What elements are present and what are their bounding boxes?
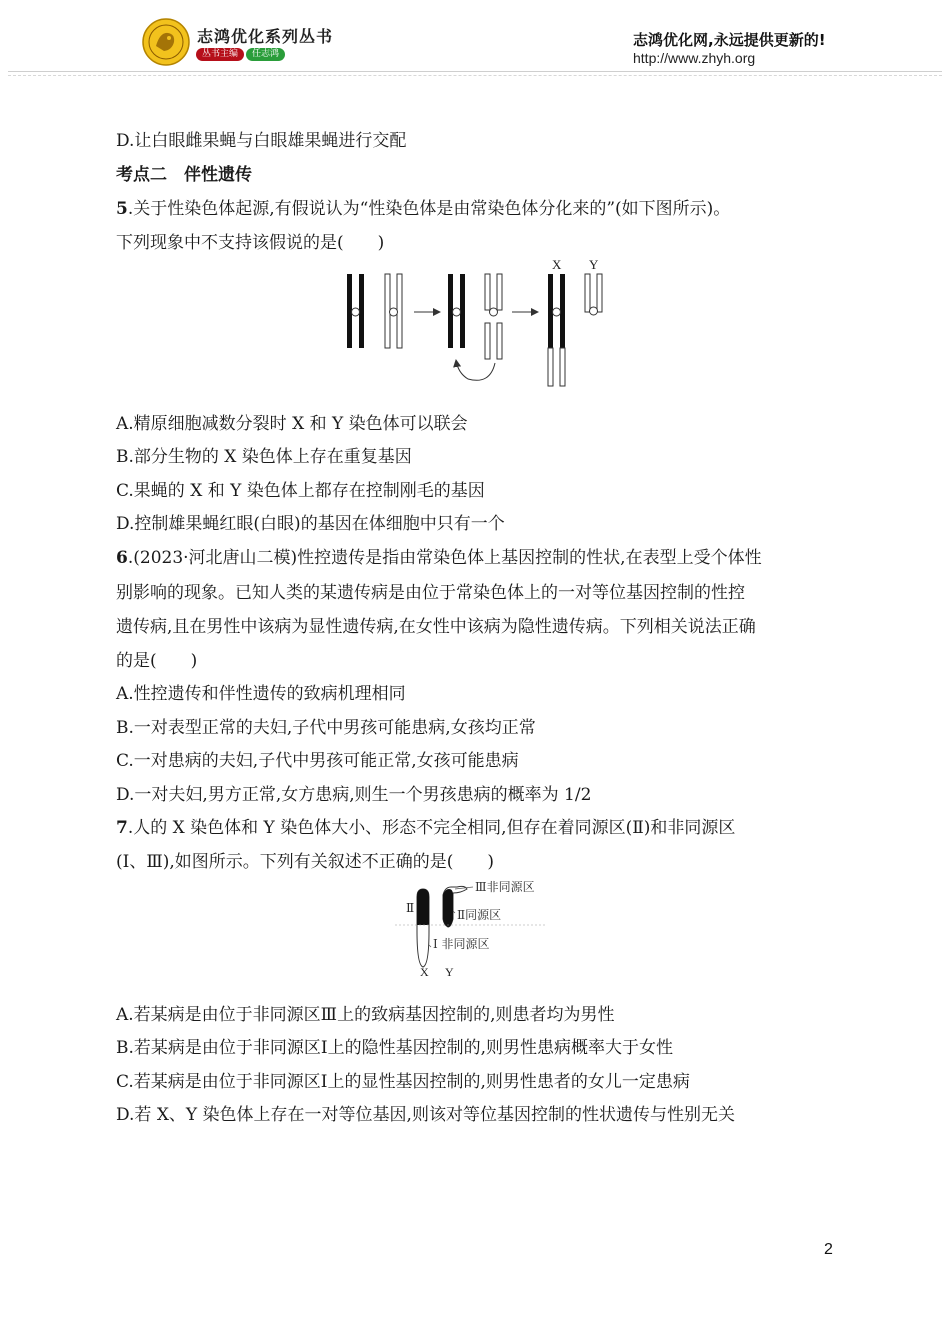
fig2-x-label: X xyxy=(420,965,429,979)
question-5-stem: .关于性染色体起源,有假说认为“性染色体是由常染色体分化来的”(如下图所示)。 xyxy=(127,199,731,219)
question-7 xyxy=(116,817,735,839)
question-6-stem-3: 遗传病,且在男性中该病为显性遗传病,在女性中该病为隐性遗传病。下列相关说法正确 xyxy=(116,617,756,637)
header-divider-dashed xyxy=(8,75,942,76)
website-link[interactable]: http://www.zhyh.org xyxy=(633,50,756,66)
chromosome-origin-figure xyxy=(340,255,615,390)
q7-option-b: B.若某病是由位于非同源区Ⅰ上的隐性基因控制的,则男性患病概率大于女性 xyxy=(116,1038,674,1058)
curved-arrow xyxy=(456,360,495,380)
chromosome-pair-white-broken xyxy=(485,274,502,359)
slogan: 志鸿优化网,永远提供更新的! xyxy=(633,31,826,49)
x-chromosome xyxy=(548,274,565,386)
fig1-y-label: Y xyxy=(589,257,599,272)
logo xyxy=(142,18,190,66)
q6-option-c: C.一对患病的夫妇,子代中男孩可能正常,女孩可能患病 xyxy=(116,751,519,771)
q6-option-d: D.一对夫妇,男方正常,女方患病,则生一个男孩患病的概率为 1/2 xyxy=(116,785,592,805)
chromosome-pair-white-1 xyxy=(385,274,402,348)
question-7-stem-1: .人的 X 染色体和 Y 染色体大小、形态不完全相同,但存在着同源区(Ⅱ)和非同源区 xyxy=(127,818,736,838)
question-6-number: 6 xyxy=(116,548,128,568)
q5-option-a: A.精原细胞减数分裂时 X 和 Y 染色体可以联会 xyxy=(116,414,468,434)
question-5-stem-2: 下列现象中不支持该假说的是( ) xyxy=(116,233,385,253)
editor-name-badge: 任志鸿 xyxy=(246,48,285,61)
label-iii-region: Ⅲ非同源区 xyxy=(475,880,535,894)
x-homologous-region xyxy=(417,889,429,925)
y-homologous-region xyxy=(443,889,453,927)
chromosome-pair-black-2 xyxy=(448,274,465,348)
header-divider xyxy=(8,71,942,72)
question-7-number: 7 xyxy=(116,818,128,838)
q7-option-c: C.若某病是由位于非同源区Ⅰ上的显性基因控制的,则男性患者的女儿一定患病 xyxy=(116,1072,690,1092)
chromosome-pair-black-1 xyxy=(347,274,364,348)
q7-option-a: A.若某病是由位于非同源区Ⅲ上的致病基因控制的,则患者均为男性 xyxy=(116,1005,615,1025)
page-number: 2 xyxy=(824,1241,833,1258)
question-5 xyxy=(116,198,730,220)
question-5-number: 5 xyxy=(116,199,128,219)
label-ii: Ⅱ xyxy=(406,901,415,915)
q5-option-d: D.控制雄果蝇红眼(白眼)的基因在体细胞中只有一个 xyxy=(116,514,505,534)
xy-homology-figure xyxy=(395,875,560,985)
q7-option-d: D.若 X、Y 染色体上存在一对等位基因,则该对等位基因控制的性状遗传与性别无关 xyxy=(116,1105,735,1125)
section-heading: 考点二 伴性遗传 xyxy=(116,165,252,185)
q5-option-b: B.部分生物的 X 染色体上存在重复基因 xyxy=(116,447,412,467)
q5-option-c: C.果蝇的 X 和 Y 染色体上都存在控制刚毛的基因 xyxy=(116,481,485,501)
editor-badge: 丛书主编 xyxy=(196,48,244,61)
label-ii-region: Ⅱ同源区 xyxy=(457,908,502,922)
question-6-stem-2: 别影响的现象。已知人类的某遗传病是由位于常染色体上的一对等位基因控制的性控 xyxy=(116,583,745,603)
fig2-y-label: Y xyxy=(445,965,454,979)
y-chromosome xyxy=(585,274,602,315)
question-7-stem-2: (Ⅰ、Ⅲ),如图所示。下列有关叙述不正确的是( ) xyxy=(116,852,495,872)
question-6-stem-1: .(2023·河北唐山二模)性控遗传是指由常染色体上基因控制的性状,在表型上受个体性 xyxy=(127,548,762,568)
series-title: 志鸿优化系列丛书 xyxy=(197,27,334,46)
q6-option-b: B.一对表型正常的夫妇,子代中男孩可能患病,女孩均正常 xyxy=(116,718,536,738)
q6-option-a: A.性控遗传和伴性遗传的致病机理相同 xyxy=(116,684,406,704)
question-6 xyxy=(116,547,762,569)
fig1-x-label: X xyxy=(552,257,562,272)
question-6-stem-4: 的是( ) xyxy=(116,651,198,671)
option-d-prev: D.让白眼雌果蝇与白眼雄果蝇进行交配 xyxy=(116,131,407,151)
label-i-region: Ⅰ 非同源区 xyxy=(433,937,490,951)
